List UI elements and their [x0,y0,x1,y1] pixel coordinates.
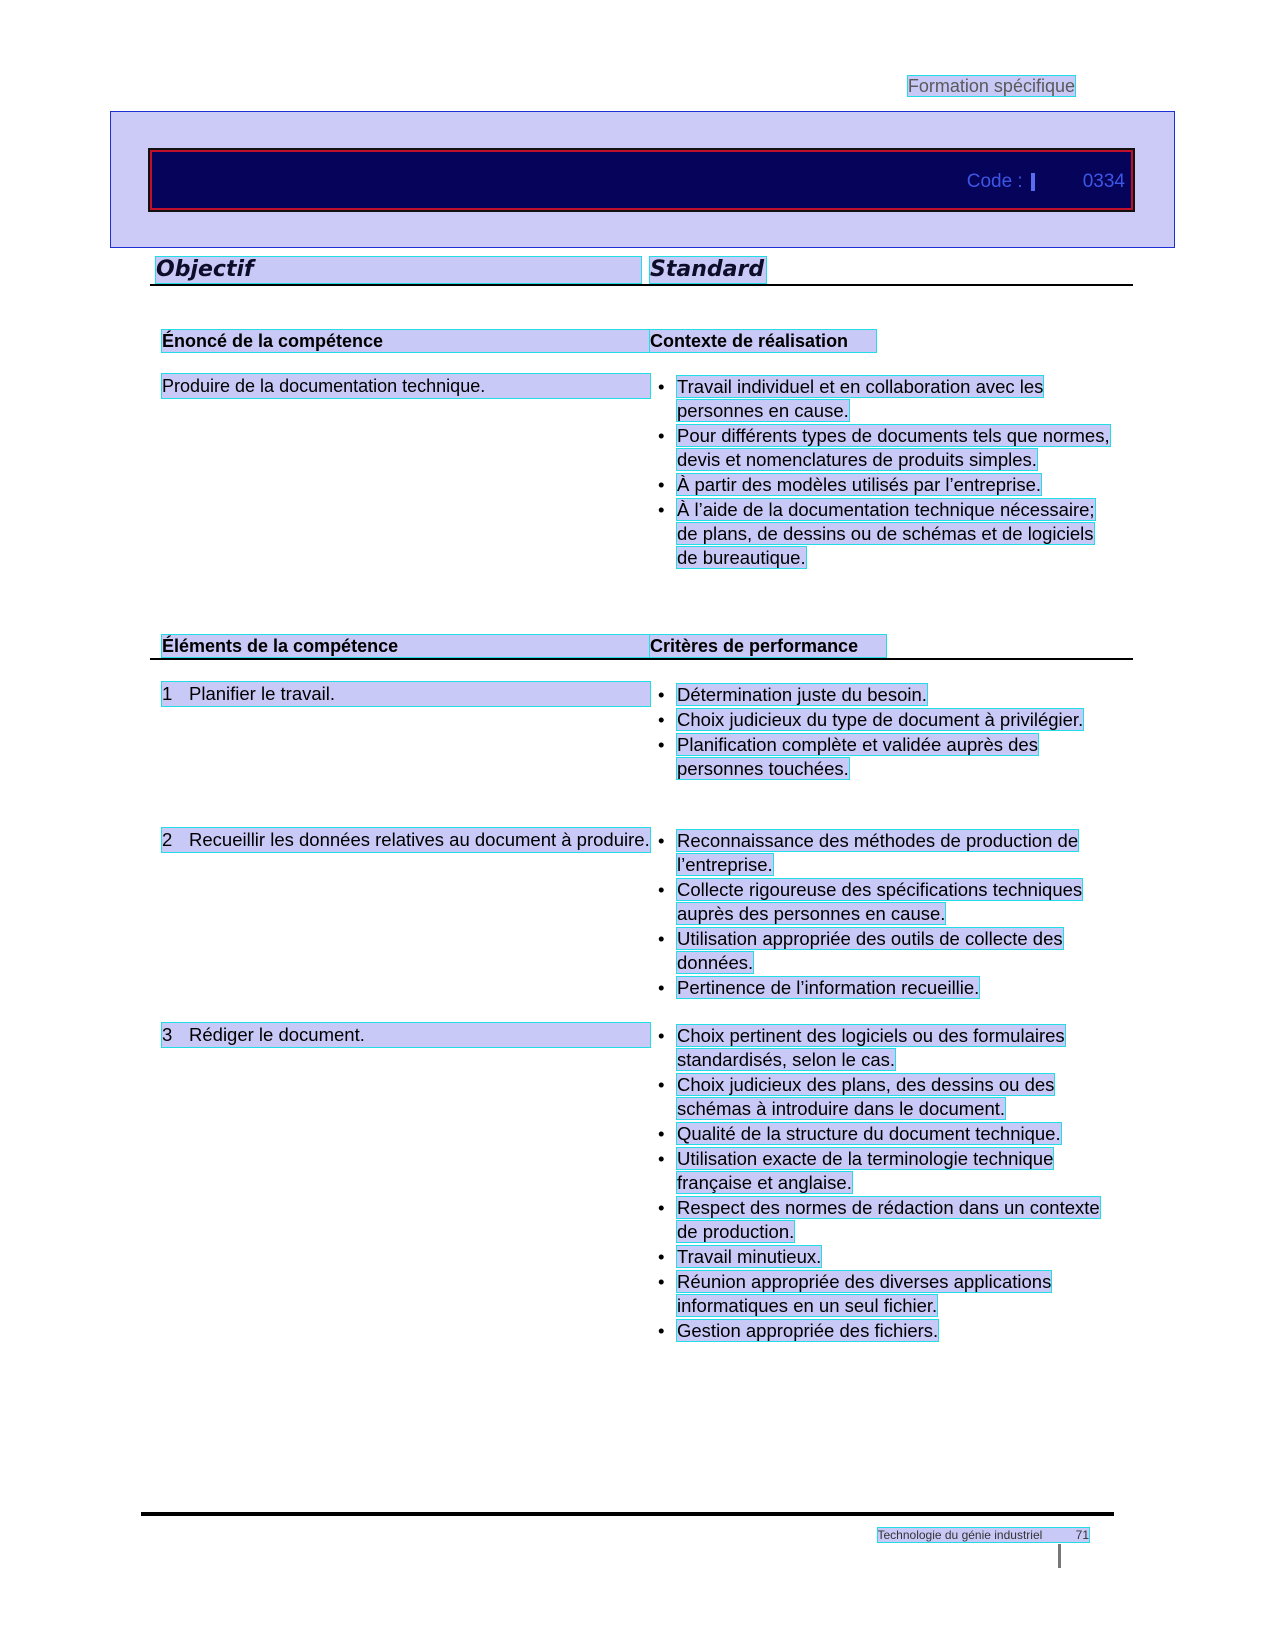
criteria-list-3 [655,1024,1115,1344]
criteria-list-2 [655,829,1115,1001]
page-number: 71 [1075,1528,1089,1542]
element-text: Rédiger le document. [189,1024,365,1045]
list-item: • Choix judicieux du type de document à privilégier. [655,708,1115,732]
element-text: Planifier le travail. [189,683,336,704]
list-item: • Choix judicieux des plans, des dessins ou des schémas à introduire dans le document. [655,1073,1115,1121]
list-item: • Reconnaissance des méthodes de production de l’entreprise. [655,829,1115,877]
list-item: • Choix pertinent des logiciels ou des formulaires standardisés, selon le cas. [655,1024,1115,1072]
enonce-heading: Énoncé de la compétence [162,330,650,352]
footer-program: Technologie du génie industriel [877,1528,1043,1542]
elements-heading: Éléments de la compétence [162,635,650,657]
contexte-list [655,375,1115,571]
element-number: 3 [162,1024,173,1045]
list-item: • Travail individuel et en collaboration avec les personnes en cause. [655,375,1115,423]
element-number: 1 [162,683,173,704]
list-item: • Gestion appropriée des fichiers. [655,1319,1115,1343]
element-number: 2 [162,829,173,850]
list-item: • Utilisation appropriée des outils de collecte des données. [655,927,1115,975]
contexte-heading: Contexte de réalisation [650,330,876,352]
element-text: Recueillir les données relatives au document à produire. [189,829,650,850]
list-item: • À partir des modèles utilisés par l’entreprise. [655,473,1115,497]
heading-rule [150,284,1133,286]
list-item: • Utilisation exacte de la terminologie technique française et anglaise. [655,1147,1115,1195]
element-3 [162,1023,650,1047]
list-item: • Détermination juste du besoin. [655,683,1115,707]
list-item: • Réunion appropriée des diverses applications informatiques en un seul fichier. [655,1270,1115,1318]
element-2 [162,828,650,852]
list-item: • Travail minutieux. [655,1245,1115,1269]
competency-code [967,171,1125,193]
column-heading-objectif: Objectif [156,257,641,283]
code-separator [1031,173,1035,191]
list-item: • Pertinence de l’information recueillie. [655,976,1115,1000]
page-footer [878,1528,1090,1542]
code-value: 0334 [1082,171,1125,192]
list-item: • Respect des normes de rédaction dans un contexte de production. [655,1196,1115,1244]
enonce-text: Produire de la documentation technique. [162,374,650,398]
element-1 [162,682,650,706]
footer-rule [141,1512,1114,1516]
list-item: • Pour différents types de documents tels que normes, devis et nomenclatures de produits simples. [655,424,1115,472]
list-item: • Collecte rigoureuse des spécifications techniques auprès des personnes en cause. [655,878,1115,926]
list-item: • Planification complète et validée auprès des personnes touchées. [655,733,1115,781]
criteria-list-1 [655,683,1115,782]
competency-title-bar [150,150,1133,210]
column-heading-standard: Standard [650,257,765,282]
criteres-heading: Critères de performance [650,635,886,657]
section-rule [150,658,1133,660]
code-label: Code : [966,171,1023,192]
list-item: • Qualité de la structure du document technique. [655,1122,1115,1146]
list-item: • À l’aide de la documentation technique nécessaire; de plans, de dessins ou de schémas et de logiciels de bureautique. [655,498,1115,570]
page-marker [1058,1544,1061,1568]
running-header: Formation spécifique [907,76,1075,96]
